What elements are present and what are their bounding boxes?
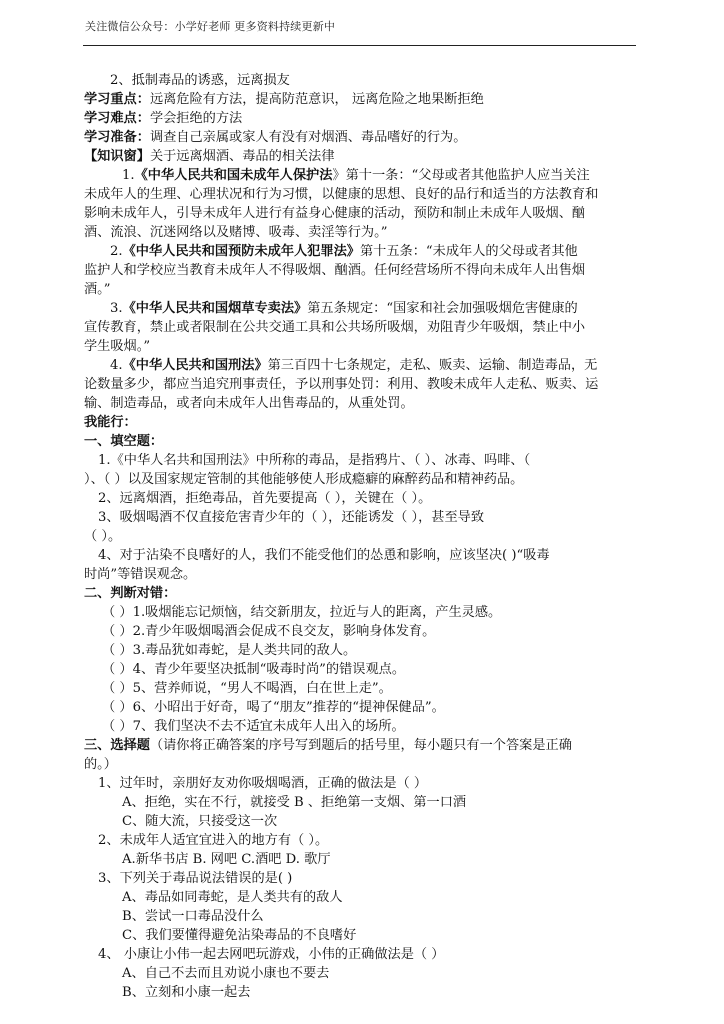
judge-item: （ ）6、小昭出于好奇，喝了“朋友”推荐的“提神保健品”。: [102, 700, 445, 715]
law-1-text: 》第十一条：“父母或者其他监护人应当关注: [332, 168, 590, 183]
law-3-line-1: [84, 299, 646, 318]
knowledge-subtitle: 关于远离烟酒、毒品的相关法律: [149, 149, 335, 164]
fill-q2: 2、远离烟酒，拒绝毒品，首先要提高（ ），关键在（ ）。: [98, 491, 432, 506]
preparation: [84, 128, 646, 147]
choice-q3-option-c: C、我们要懂得避免沾染毒品的不良嗜好: [122, 928, 357, 943]
choice-q4-option-b: B、立刻和小康一起去: [122, 985, 251, 1000]
law-3-number: 3.: [110, 301, 123, 316]
law-3-text: 第五条规定：“国家和社会加强吸烟危害健康的: [307, 301, 578, 316]
fill-q4-line-1: 4、对于沾染不良嗜好的人，我们不能受他们的怂恿和影响，应该坚决( )“吸毒: [98, 548, 550, 563]
law-2-line-1: [84, 242, 646, 261]
choice-instructions-end: 的。）: [84, 757, 117, 772]
judge-item: （ ）3.毒品犹如毒蛇，是人类共同的敌人。: [102, 643, 357, 658]
choice-q3-option-b: B、尝试一口毒品没什么: [122, 909, 264, 924]
judge-item: （ ）5、营养师说，“男人不喝酒，白在世上走”。: [102, 681, 392, 696]
page-header: 关注微信公众号：小学好老师 更多资料持续更新中: [85, 20, 336, 33]
key-point-label: 学习重点：: [84, 92, 150, 107]
law-1-line-4: 酒、流浪、沉迷网络以及赌博、吸毒、卖淫等行为。”: [84, 225, 388, 240]
preparation-text: 调查自己亲属或家人有没有对烟酒、毒品嗜好的行为。: [149, 130, 467, 145]
law-2-line-3: 酒。”: [84, 282, 111, 297]
fill-section-title: 一、填空题：: [84, 434, 164, 449]
key-point-text: 远离危险有方法，提高防范意识， 远离危险之地果断拒绝: [149, 92, 484, 107]
law-1-line-3: 影响未成年人，引导未成年人进行有益身心健康的活动，预防和制止未成年人吸烟、酗: [84, 206, 586, 221]
header-divider: [83, 45, 636, 46]
law-1-name: 《中华人民共和国未成年人保护法: [134, 168, 333, 183]
difficulty: [84, 109, 646, 128]
fill-q1-line-1: 1.《中华人名共和国刑法》中所称的毒品，是指鸦片、（ ）、冰毒、吗啡、（: [98, 453, 531, 468]
law-4-number: 4.: [110, 358, 123, 373]
choice-q4: 4、 小康让小伟一起去网吧玩游戏，小伟的正确做法是（ ）: [98, 947, 445, 962]
key-point: [84, 90, 646, 109]
knowledge-label: 【知识窗】: [84, 149, 150, 164]
fill-q4-line-2: 时尚”等错误观念。: [84, 567, 197, 582]
choice-q1-options-ab: A、拒绝，实在不行，就接受 B 、拒绝第一支烟、第一口酒: [122, 795, 467, 810]
law-4-name: 《中华人民共和国刑法》: [122, 358, 268, 373]
judge-item: （ ）4、青少年要坚决抵制“吸毒时尚”的错误观点。: [102, 662, 406, 677]
choice-q1: 1、过年时，亲朋好友劝你吸烟喝酒，正确的做法是（ ）: [98, 776, 428, 791]
law-3-line-3: 学生吸烟。”: [84, 339, 151, 354]
preparation-label: 学习准备：: [84, 130, 150, 145]
goal-2: 2、抵制毒品的诱惑，远离损友: [110, 73, 290, 88]
knowledge-title: [84, 147, 646, 166]
law-1-line-1: [84, 166, 646, 185]
law-1-line-2: 未成年人的生理、心理状况和行为习惯，以健康的思想、良好的品行和适当的方法教育和: [84, 187, 599, 202]
choice-instructions: （请你将正确答案的序号写到题后的括号里，每小题只有一个答案是正确: [149, 738, 572, 753]
difficulty-label: 学习难点：: [84, 111, 150, 126]
choice-q3-option-a: A、毒品如同毒蛇，是人类共有的敌人: [122, 890, 343, 905]
choice-q2-options: A.新华书店 B. 网吧 C.酒吧 D. 歌厅: [122, 852, 331, 867]
judge-item: （ ）7、我们坚决不去不适宜未成年人出入的场所。: [102, 719, 405, 734]
judge-item: （ ）2.青少年吸烟喝酒会促成不良交友，影响身体发育。: [102, 624, 436, 639]
law-4-line-3: 输、制造毒品，或者向未成年人出售毒品的，从重处罚。: [84, 396, 414, 411]
law-4-text: 第三百四十七条规定，走私、贩卖、运输、制造毒品，无: [267, 358, 598, 373]
law-2-number: 2.: [110, 244, 123, 259]
law-1-number: 1.: [122, 168, 135, 183]
fill-q1-line-2: ）、（ ）以及国家规定管制的其他能够使人形成瘾癖的麻醉药品和精神药品。: [84, 472, 524, 487]
fill-q3-line-2: （ ）。: [84, 529, 122, 544]
choice-title-label: 三、选择题: [84, 738, 150, 753]
choice-q1-option-c: C、随大流，只接受这一次: [122, 814, 278, 829]
law-2-name: 《中华人民共和国预防未成年人犯罪法》: [122, 244, 360, 259]
can-do-heading: 我能行：: [84, 415, 137, 430]
choice-q4-option-a: A、自己不去而且劝说小康也不要去: [122, 966, 330, 981]
choice-q3: 3、下列关于毒品说法错误的是( ): [98, 871, 293, 886]
law-2-text: 第十五条：“未成年人的父母或者其他: [359, 244, 578, 259]
law-3-line-2: 宣传教育，禁止或者限制在公共交通工具和公共场所吸烟，劝阻青少年吸烟，禁止中小: [84, 320, 586, 335]
law-4-line-1: [84, 356, 646, 375]
law-4-line-2: 论数量多少，都应当追究刑事责任，予以刑事处罚：利用、教唆未成年人走私、贩卖、运: [84, 377, 599, 392]
choice-q2: 2、未成年人适宜宜进入的地方有（ ）。: [98, 833, 329, 848]
law-2-line-2: 监护人和学校应当教育未成年人不得吸烟、酗酒。任何经营场所不得向未成年人出售烟: [84, 263, 586, 278]
judge-item: （ ）1.吸烟能忘记烦恼，结交新朋友，拉近与人的距离，产生灵感。: [102, 605, 502, 620]
fill-q3-line-1: 3、吸烟喝酒不仅直接危害青少年的（ ），还能诱发（ ），甚至导致: [98, 510, 485, 525]
law-3-name: 《中华人民共和国烟草专卖法》: [122, 301, 308, 316]
difficulty-text: 学会拒绝的方法: [149, 111, 243, 126]
choice-section-title: [84, 736, 646, 755]
document-body: [84, 71, 646, 1002]
judge-section-title: 二、判断对错：: [84, 586, 177, 601]
